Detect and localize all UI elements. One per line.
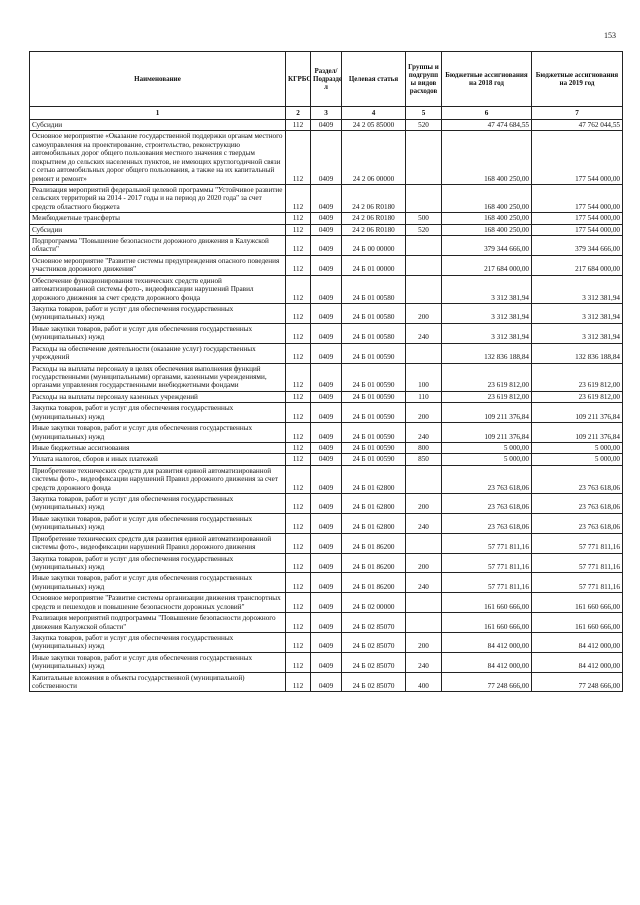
cell-name: Основное мероприятие "Развитие системы предупреждения опасного поведения участников дорожного движения" xyxy=(30,255,286,275)
cell-target-article: 24 Б 02 85070 xyxy=(342,652,406,672)
cell-amount-2018: 217 684 000,00 xyxy=(442,255,532,275)
budget-table xyxy=(29,51,623,692)
header-razdel: Раздел/ Подразде л xyxy=(311,52,342,107)
cell-kgrbs: 112 xyxy=(286,454,311,465)
cell-name: Иные закупки товаров, работ и услуг для обеспечения государственных (муниципальных) нужд xyxy=(30,323,286,343)
cell-name: Реализация мероприятий подпрограммы "Повышение безопасности дорожного движения Калужской области" xyxy=(30,613,286,633)
table-row xyxy=(30,573,623,593)
cell-expense-group: 100 xyxy=(406,363,442,391)
header-2018: Бюджетные ассигнования на 2018 год xyxy=(442,52,532,107)
cell-name: Иные бюджетные ассигнования xyxy=(30,442,286,453)
cell-kgrbs: 112 xyxy=(286,533,311,553)
cell-kgrbs: 112 xyxy=(286,423,311,443)
cell-name: Уплата налогов, сборов и иных платежей xyxy=(30,454,286,465)
cell-target-article: 24 Б 01 86200 xyxy=(342,533,406,553)
cell-expense-group: 850 xyxy=(406,454,442,465)
cell-target-article: 24 Б 01 62800 xyxy=(342,513,406,533)
cell-target-article: 24 Б 02 00000 xyxy=(342,593,406,613)
cell-kgrbs: 112 xyxy=(286,391,311,402)
cell-razdel: 0409 xyxy=(311,632,342,652)
table-row xyxy=(30,304,623,324)
cell-target-article: 24 2 06 00000 xyxy=(342,131,406,185)
table-row xyxy=(30,213,623,224)
cell-name: Основное мероприятие "Развитие системы организации движения транспортных средств и пешеходов и повышение безопасности дорожных условий" xyxy=(30,593,286,613)
cell-amount-2018: 84 412 000,00 xyxy=(442,652,532,672)
table-row xyxy=(30,343,623,363)
header-2019: Бюджетные ассигнования на 2019 год xyxy=(532,52,623,107)
table-row xyxy=(30,224,623,235)
cell-razdel: 0409 xyxy=(311,533,342,553)
cell-amount-2019: 109 211 376,84 xyxy=(532,403,623,423)
cell-amount-2019: 84 412 000,00 xyxy=(532,652,623,672)
cell-amount-2018: 57 771 811,16 xyxy=(442,573,532,593)
table-row xyxy=(30,120,623,131)
cell-expense-group xyxy=(406,255,442,275)
cell-amount-2019: 177 544 000,00 xyxy=(532,131,623,185)
cell-amount-2018: 161 660 666,00 xyxy=(442,613,532,633)
header-row xyxy=(30,52,623,107)
cell-kgrbs: 112 xyxy=(286,613,311,633)
table-row xyxy=(30,391,623,402)
table-row xyxy=(30,184,623,212)
cell-amount-2019: 177 544 000,00 xyxy=(532,224,623,235)
table-row xyxy=(30,632,623,652)
cell-razdel: 0409 xyxy=(311,363,342,391)
cell-expense-group xyxy=(406,236,442,256)
cell-razdel: 0409 xyxy=(311,131,342,185)
table-row xyxy=(30,533,623,553)
table-row xyxy=(30,442,623,453)
cell-target-article: 24 Б 01 00590 xyxy=(342,343,406,363)
cell-amount-2019: 5 000,00 xyxy=(532,442,623,453)
cell-amount-2019: 161 660 666,00 xyxy=(532,613,623,633)
cell-kgrbs: 112 xyxy=(286,323,311,343)
cell-name: Реализация мероприятий федеральной целевой программы "Устойчивое развитие сельских территорий на 2014 - 2017 годы и на период до 2020 года" за счет средств областного бюджета xyxy=(30,184,286,212)
header-target-article: Целевая статья xyxy=(342,52,406,107)
cell-amount-2018: 3 312 381,94 xyxy=(442,275,532,303)
cell-razdel: 0409 xyxy=(311,494,342,514)
cell-expense-group xyxy=(406,275,442,303)
cell-expense-group: 200 xyxy=(406,632,442,652)
cell-kgrbs: 112 xyxy=(286,363,311,391)
cell-name: Закупка товаров, работ и услуг для обеспечения государственных (муниципальных) нужд xyxy=(30,632,286,652)
cell-name: Закупка товаров, работ и услуг для обеспечения государственных (муниципальных) нужд xyxy=(30,403,286,423)
cell-razdel: 0409 xyxy=(311,323,342,343)
cell-expense-group: 200 xyxy=(406,403,442,423)
cell-target-article: 24 Б 01 00590 xyxy=(342,442,406,453)
cell-target-article: 24 Б 01 00590 xyxy=(342,391,406,402)
cell-expense-group: 200 xyxy=(406,304,442,324)
cell-kgrbs: 112 xyxy=(286,343,311,363)
table-row xyxy=(30,593,623,613)
cell-kgrbs: 112 xyxy=(286,513,311,533)
cell-amount-2019: 217 684 000,00 xyxy=(532,255,623,275)
cell-expense-group: 240 xyxy=(406,423,442,443)
cell-amount-2018: 168 400 250,00 xyxy=(442,213,532,224)
cell-name: Расходы на выплаты персоналу казенных учреждений xyxy=(30,391,286,402)
column-number: 1 xyxy=(30,107,286,120)
cell-target-article: 24 2 06 R0180 xyxy=(342,224,406,235)
cell-amount-2019: 109 211 376,84 xyxy=(532,423,623,443)
column-number: 2 xyxy=(286,107,311,120)
cell-name: Капитальные вложения в объекты государственной (муниципальной) собственности xyxy=(30,672,286,692)
table-row xyxy=(30,613,623,633)
cell-amount-2019: 57 771 811,16 xyxy=(532,573,623,593)
cell-expense-group: 800 xyxy=(406,442,442,453)
cell-amount-2019: 77 248 666,00 xyxy=(532,672,623,692)
cell-razdel: 0409 xyxy=(311,255,342,275)
cell-amount-2019: 23 763 618,06 xyxy=(532,465,623,493)
cell-amount-2019: 3 312 381,94 xyxy=(532,275,623,303)
cell-expense-group: 200 xyxy=(406,494,442,514)
cell-name: Расходы на выплаты персоналу в целях обеспечения выполнения функций государственными (муниципальными) органами, казенными учреждениями, органами управления государственными внебюджетными фондами xyxy=(30,363,286,391)
cell-expense-group: 240 xyxy=(406,573,442,593)
column-number: 7 xyxy=(532,107,623,120)
cell-amount-2018: 23 763 618,06 xyxy=(442,494,532,514)
table-row xyxy=(30,454,623,465)
table-row xyxy=(30,513,623,533)
cell-expense-group: 520 xyxy=(406,120,442,131)
cell-target-article: 24 Б 01 00590 xyxy=(342,403,406,423)
cell-target-article: 24 2 06 R0180 xyxy=(342,184,406,212)
cell-expense-group xyxy=(406,184,442,212)
cell-kgrbs: 112 xyxy=(286,632,311,652)
cell-expense-group: 500 xyxy=(406,213,442,224)
cell-name: Закупка товаров, работ и услуг для обеспечения государственных (муниципальных) нужд xyxy=(30,494,286,514)
cell-razdel: 0409 xyxy=(311,423,342,443)
table-row xyxy=(30,363,623,391)
cell-expense-group: 110 xyxy=(406,391,442,402)
cell-kgrbs: 112 xyxy=(286,184,311,212)
cell-name: Основное мероприятие «Оказание государственной поддержки органам местного самоуправления на проектирование, строительство, реконструкцию автомобильных дорог общего пользования местного значения с твердым покрытием до сельских населенных пунктов, не имеющих круглогодичной связи с сетью автомобильных дорог общего пользования, а также на их капитальный ремонт и ремонт» xyxy=(30,131,286,185)
cell-amount-2018: 109 211 376,84 xyxy=(442,403,532,423)
table-row xyxy=(30,423,623,443)
cell-kgrbs: 112 xyxy=(286,465,311,493)
cell-amount-2019: 23 619 812,00 xyxy=(532,363,623,391)
cell-amount-2019: 57 771 811,16 xyxy=(532,533,623,553)
cell-kgrbs: 112 xyxy=(286,120,311,131)
cell-expense-group: 240 xyxy=(406,323,442,343)
cell-expense-group: 400 xyxy=(406,672,442,692)
cell-target-article: 24 Б 01 00000 xyxy=(342,255,406,275)
cell-name: Обеспечение функционирования технических средств единой автоматизированной системы фото-, видеофиксации нарушений Правил дорожного движения за счет средств дорожного фонда xyxy=(30,275,286,303)
cell-amount-2019: 47 762 044,55 xyxy=(532,120,623,131)
cell-amount-2018: 168 400 250,00 xyxy=(442,224,532,235)
cell-target-article: 24 Б 01 00590 xyxy=(342,454,406,465)
cell-target-article: 24 Б 01 86200 xyxy=(342,553,406,573)
cell-expense-group xyxy=(406,593,442,613)
cell-kgrbs: 112 xyxy=(286,213,311,224)
cell-razdel: 0409 xyxy=(311,652,342,672)
cell-kgrbs: 112 xyxy=(286,275,311,303)
table-row xyxy=(30,131,623,185)
cell-expense-group xyxy=(406,131,442,185)
table-row xyxy=(30,465,623,493)
table-row xyxy=(30,323,623,343)
cell-razdel: 0409 xyxy=(311,454,342,465)
cell-name: Подпрограмма "Повышение безопасности дорожного движения в Калужской области" xyxy=(30,236,286,256)
cell-target-article: 24 Б 02 85070 xyxy=(342,613,406,633)
cell-amount-2019: 5 000,00 xyxy=(532,454,623,465)
cell-amount-2019: 177 544 000,00 xyxy=(532,213,623,224)
cell-razdel: 0409 xyxy=(311,442,342,453)
cell-razdel: 0409 xyxy=(311,593,342,613)
cell-amount-2018: 161 660 666,00 xyxy=(442,593,532,613)
cell-amount-2019: 57 771 811,16 xyxy=(532,553,623,573)
cell-kgrbs: 112 xyxy=(286,593,311,613)
cell-kgrbs: 112 xyxy=(286,131,311,185)
cell-amount-2019: 3 312 381,94 xyxy=(532,304,623,324)
cell-name: Иные закупки товаров, работ и услуг для обеспечения государственных (муниципальных) нужд xyxy=(30,652,286,672)
cell-amount-2018: 5 000,00 xyxy=(442,442,532,453)
cell-amount-2018: 3 312 381,94 xyxy=(442,304,532,324)
cell-razdel: 0409 xyxy=(311,513,342,533)
cell-amount-2019: 84 412 000,00 xyxy=(532,632,623,652)
cell-expense-group: 200 xyxy=(406,553,442,573)
cell-kgrbs: 112 xyxy=(286,442,311,453)
cell-amount-2018: 57 771 811,16 xyxy=(442,553,532,573)
cell-name: Иные закупки товаров, работ и услуг для обеспечения государственных (муниципальных) нужд xyxy=(30,573,286,593)
column-number: 5 xyxy=(406,107,442,120)
cell-expense-group: 520 xyxy=(406,224,442,235)
table-body xyxy=(30,120,623,692)
cell-kgrbs: 112 xyxy=(286,304,311,324)
cell-razdel: 0409 xyxy=(311,304,342,324)
cell-name: Закупка товаров, работ и услуг для обеспечения государственных (муниципальных) нужд xyxy=(30,553,286,573)
cell-name: Закупка товаров, работ и услуг для обеспечения государственных (муниципальных) нужд xyxy=(30,304,286,324)
cell-amount-2018: 84 412 000,00 xyxy=(442,632,532,652)
column-number: 4 xyxy=(342,107,406,120)
cell-expense-group xyxy=(406,343,442,363)
cell-amount-2018: 3 312 381,94 xyxy=(442,323,532,343)
cell-amount-2018: 379 344 666,00 xyxy=(442,236,532,256)
cell-kgrbs: 112 xyxy=(286,553,311,573)
cell-target-article: 24 Б 01 00590 xyxy=(342,363,406,391)
cell-name: Иные закупки товаров, работ и услуг для обеспечения государственных (муниципальных) нужд xyxy=(30,513,286,533)
cell-razdel: 0409 xyxy=(311,573,342,593)
cell-amount-2018: 168 400 250,00 xyxy=(442,131,532,185)
cell-expense-group xyxy=(406,465,442,493)
cell-expense-group: 240 xyxy=(406,652,442,672)
cell-amount-2019: 23 763 618,06 xyxy=(532,494,623,514)
table-row xyxy=(30,494,623,514)
cell-amount-2019: 177 544 000,00 xyxy=(532,184,623,212)
cell-razdel: 0409 xyxy=(311,613,342,633)
cell-amount-2019: 23 763 618,06 xyxy=(532,513,623,533)
cell-razdel: 0409 xyxy=(311,343,342,363)
column-number: 6 xyxy=(442,107,532,120)
cell-razdel: 0409 xyxy=(311,275,342,303)
cell-target-article: 24 Б 01 00580 xyxy=(342,304,406,324)
cell-kgrbs: 112 xyxy=(286,652,311,672)
table-row xyxy=(30,236,623,256)
cell-amount-2018: 23 619 812,00 xyxy=(442,363,532,391)
table-row xyxy=(30,652,623,672)
column-number-row xyxy=(30,107,623,120)
table-row xyxy=(30,553,623,573)
cell-kgrbs: 112 xyxy=(286,573,311,593)
cell-target-article: 24 Б 01 00580 xyxy=(342,275,406,303)
cell-razdel: 0409 xyxy=(311,403,342,423)
cell-amount-2018: 47 474 684,55 xyxy=(442,120,532,131)
cell-razdel: 0409 xyxy=(311,553,342,573)
header-kgrbs: КГРБС xyxy=(286,52,311,107)
cell-kgrbs: 112 xyxy=(286,224,311,235)
cell-amount-2018: 168 400 250,00 xyxy=(442,184,532,212)
cell-amount-2018: 132 836 188,84 xyxy=(442,343,532,363)
cell-kgrbs: 112 xyxy=(286,403,311,423)
cell-kgrbs: 112 xyxy=(286,255,311,275)
cell-amount-2019: 379 344 666,00 xyxy=(532,236,623,256)
column-number: 3 xyxy=(311,107,342,120)
cell-razdel: 0409 xyxy=(311,672,342,692)
cell-target-article: 24 Б 01 62800 xyxy=(342,494,406,514)
cell-expense-group xyxy=(406,613,442,633)
cell-name: Субсидии xyxy=(30,120,286,131)
cell-razdel: 0409 xyxy=(311,184,342,212)
cell-target-article: 24 Б 00 00000 xyxy=(342,236,406,256)
cell-razdel: 0409 xyxy=(311,465,342,493)
cell-amount-2018: 23 763 618,06 xyxy=(442,465,532,493)
cell-amount-2018: 77 248 666,00 xyxy=(442,672,532,692)
cell-amount-2018: 23 619 812,00 xyxy=(442,391,532,402)
cell-target-article: 24 Б 02 85070 xyxy=(342,672,406,692)
table-row xyxy=(30,275,623,303)
table-row xyxy=(30,672,623,692)
cell-kgrbs: 112 xyxy=(286,236,311,256)
table-row xyxy=(30,255,623,275)
cell-amount-2018: 5 000,00 xyxy=(442,454,532,465)
cell-target-article: 24 Б 01 62800 xyxy=(342,465,406,493)
cell-amount-2019: 161 660 666,00 xyxy=(532,593,623,613)
cell-target-article: 24 Б 01 00590 xyxy=(342,423,406,443)
cell-razdel: 0409 xyxy=(311,120,342,131)
cell-expense-group: 240 xyxy=(406,513,442,533)
header-expense-group: Группы и подгрупп ы видов расходов xyxy=(406,52,442,107)
cell-amount-2019: 3 312 381,94 xyxy=(532,323,623,343)
cell-razdel: 0409 xyxy=(311,391,342,402)
cell-kgrbs: 112 xyxy=(286,672,311,692)
cell-target-article: 24 Б 01 86200 xyxy=(342,573,406,593)
page-number: 153 xyxy=(604,31,616,40)
cell-kgrbs: 112 xyxy=(286,494,311,514)
cell-name: Расходы на обеспечение деятельности (оказание услуг) государственных учреждений xyxy=(30,343,286,363)
cell-razdel: 0409 xyxy=(311,224,342,235)
cell-amount-2019: 23 619 812,00 xyxy=(532,391,623,402)
cell-name: Приобретение технических средств для развития единой автоматизированной системы фото-, видеофиксации нарушений Правил дорожного движения за счет средств дорожного фонда xyxy=(30,465,286,493)
cell-expense-group xyxy=(406,533,442,553)
cell-razdel: 0409 xyxy=(311,213,342,224)
cell-target-article: 24 2 05 85000 xyxy=(342,120,406,131)
cell-amount-2018: 23 763 618,06 xyxy=(442,513,532,533)
cell-amount-2019: 132 836 188,84 xyxy=(532,343,623,363)
table-row xyxy=(30,403,623,423)
cell-name: Иные закупки товаров, работ и услуг для обеспечения государственных (муниципальных) нужд xyxy=(30,423,286,443)
cell-target-article: 24 Б 01 00580 xyxy=(342,323,406,343)
cell-name: Субсидии xyxy=(30,224,286,235)
cell-name: Межбюджетные трансферты xyxy=(30,213,286,224)
cell-target-article: 24 2 06 R0180 xyxy=(342,213,406,224)
cell-amount-2018: 109 211 376,84 xyxy=(442,423,532,443)
cell-target-article: 24 Б 02 85070 xyxy=(342,632,406,652)
cell-name: Приобретение технических средств для развития единой автоматизированной системы фото-, видеофиксации нарушений Правил дорожного движения xyxy=(30,533,286,553)
cell-amount-2018: 57 771 811,16 xyxy=(442,533,532,553)
cell-razdel: 0409 xyxy=(311,236,342,256)
header-name: Наименование xyxy=(30,52,286,107)
